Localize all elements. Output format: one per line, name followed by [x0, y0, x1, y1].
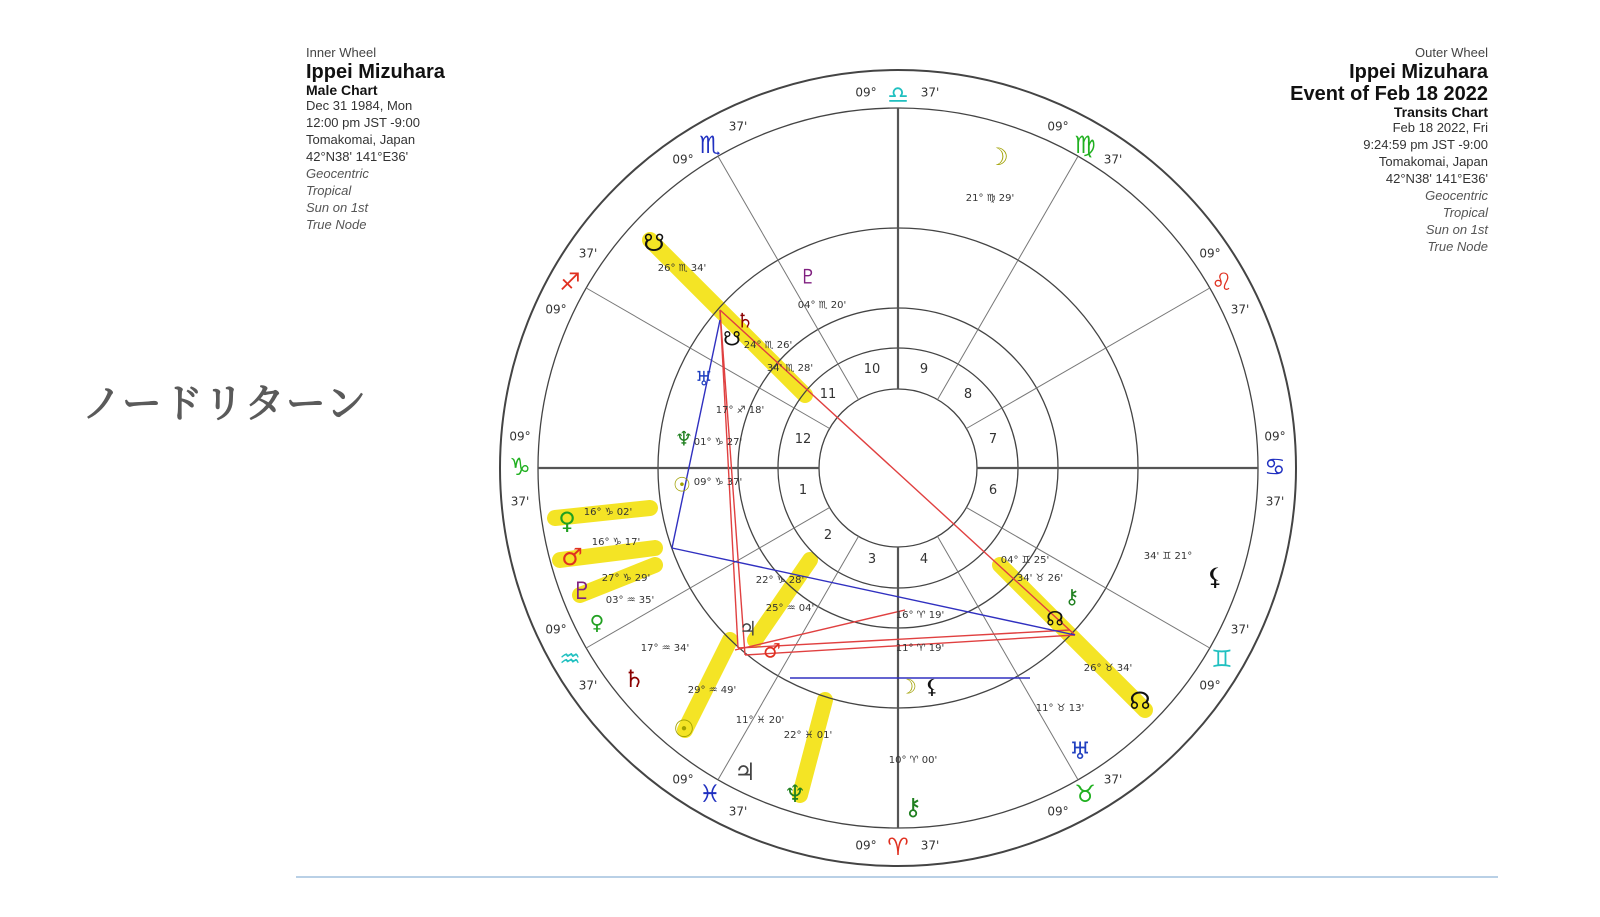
outer-planet-label: 16° ♑ 02'	[583, 507, 633, 518]
bottom-divider	[296, 876, 1498, 878]
outer-date: Feb 18 2022, Fri	[1392, 120, 1488, 135]
cusp-degree-label: 09°	[1264, 429, 1286, 444]
cusp-minute-label: 37'	[510, 494, 530, 509]
moon-icon: ☽	[899, 674, 917, 699]
sagittarius-icon: ♐	[559, 268, 581, 296]
neptune-icon: ♆	[784, 780, 806, 808]
outer-planet-label: 21° ♍ 29'	[965, 193, 1015, 204]
pluto-icon: ♇	[571, 577, 593, 605]
cusp-degree-label: 37'	[1230, 622, 1250, 637]
house-number: 3	[867, 552, 877, 567]
saturn-icon: ♄	[623, 665, 645, 693]
neptune-icon: ♆	[675, 426, 693, 451]
outer-time: 9:24:59 pm JST -9:00	[1363, 137, 1488, 152]
slide-title: ノードリターン	[82, 381, 367, 427]
inner-setting: Geocentric	[306, 166, 369, 181]
sun-icon: ☉	[673, 715, 695, 743]
cusp-degree-label: 09°	[855, 85, 877, 100]
venus-icon: ♀	[558, 507, 576, 535]
virgo-icon: ♍	[1074, 131, 1096, 159]
mars-icon: ♂	[561, 543, 583, 571]
cusp-minute-label: 37'	[1103, 152, 1123, 167]
aries-icon: ♈	[887, 833, 909, 861]
north-node-icon: ☊	[1129, 687, 1151, 715]
outer-setting: Sun on 1st	[1425, 222, 1488, 237]
south-node-icon: ☋	[643, 229, 665, 257]
taurus-icon: ♉	[1074, 780, 1096, 808]
cancer-icon: ♋	[1264, 453, 1286, 481]
north-node-icon: ☊	[1046, 606, 1064, 631]
scorpio-icon: ♏	[699, 131, 721, 159]
outer-coords: 42°N38' 141°E36'	[1385, 171, 1488, 186]
capricorn-icon: ♑	[509, 453, 531, 481]
aquarius-icon: ♒	[559, 645, 581, 673]
moon-icon: ☽	[987, 143, 1009, 171]
gemini-icon: ♊	[1211, 645, 1233, 673]
cusp-degree-label: 09°	[1199, 246, 1221, 261]
house-number: 2	[823, 528, 833, 543]
cusp-minute-label: 37'	[1230, 302, 1250, 317]
cusp-minute-label: 37'	[578, 678, 598, 693]
lilith-icon: ⚸	[1206, 563, 1224, 591]
venus-icon: ♀	[589, 610, 605, 635]
pluto-icon: ♇	[799, 264, 817, 289]
cusp-degree-label: 37'	[578, 246, 598, 261]
cusp-minute-label: 09°	[545, 302, 567, 317]
cusp-minute-label: 37'	[728, 804, 748, 819]
cusp-degree-label: 09°	[672, 772, 694, 787]
outer-setting: Geocentric	[1425, 188, 1488, 203]
outer-planet-label: 29° ♒ 49'	[687, 685, 737, 696]
outer-planet-label: 26° ♏ 34'	[657, 263, 707, 274]
jupiter-icon: ♃	[739, 616, 757, 641]
outer-planet-label: 16° ♑ 17'	[591, 537, 641, 548]
house-number: 12	[794, 432, 812, 447]
inner-setting: True Node	[306, 217, 367, 232]
chiron-icon: ⚷	[904, 793, 922, 821]
inner-planet-label: 34' ♉ 26'	[1016, 573, 1064, 584]
outer-planet-label: 26° ♉ 34'	[1083, 663, 1133, 674]
sun-icon: ☉	[673, 472, 691, 497]
cusp-degree-label: 09°	[545, 622, 567, 637]
outer-planet-label: 22° ♓ 01'	[783, 730, 833, 741]
inner-date: Dec 31 1984, Mon	[306, 98, 413, 113]
outer-place: Tomakomai, Japan	[1378, 154, 1488, 169]
chiron-icon: ⚷	[1064, 584, 1080, 609]
cusp-degree-label: 37'	[728, 119, 748, 134]
outer-planet-label: 11° ♉ 13'	[1035, 703, 1085, 714]
outer-setting: True Node	[1427, 239, 1488, 254]
lilith-icon: ⚸	[924, 674, 940, 699]
outer-planet-label: 34' ♊ 21°	[1143, 551, 1193, 562]
libra-icon: ♎	[887, 81, 909, 109]
inner-planet-label: 24° ♏ 26'	[743, 340, 793, 351]
inner-planet-label: 04° ♏ 20'	[797, 300, 847, 311]
mars-icon: ♂	[763, 638, 781, 663]
cusp-degree-label: 09°	[855, 838, 877, 853]
cusp-degree-label: 37'	[1103, 772, 1123, 787]
inner-planet-label: 17° ♐ 18'	[715, 405, 765, 416]
outer-planet-label: 10° ♈ 00'	[888, 755, 938, 766]
jupiter-icon: ♃	[734, 758, 756, 786]
leo-icon: ♌	[1211, 268, 1233, 296]
inner-planet-label: 22° ♑ 28'	[755, 575, 805, 586]
cusp-minute-label: 09°	[1047, 804, 1069, 819]
cusp-minute-label: 09°	[1199, 678, 1221, 693]
inner-planet-label: 11° ♈ 19'	[895, 643, 945, 654]
house-cusp-line	[963, 288, 1209, 429]
house-number: 10	[863, 362, 881, 377]
cusp-minute-label: 37'	[920, 838, 940, 853]
house-number: 6	[988, 483, 998, 498]
inner-coords: 42°N38' 141°E36'	[306, 149, 409, 164]
inner-planet-label: 09° ♑ 37'	[693, 477, 743, 488]
pisces-icon: ♓	[699, 780, 721, 808]
cusp-minute-label: 37'	[920, 85, 940, 100]
house-number: 7	[988, 432, 998, 447]
house-number: 9	[919, 362, 929, 377]
outer-setting: Tropical	[1442, 205, 1488, 220]
inner-setting: Tropical	[306, 183, 352, 198]
uranus-icon: ♅	[695, 366, 713, 391]
outer-planet-label: 11° ♓ 20'	[735, 715, 785, 726]
outer-event: Event of Feb 18 2022	[1290, 83, 1488, 105]
inner-name: Ippei Mizuhara	[306, 61, 445, 83]
cusp-degree-label: 09°	[509, 429, 531, 444]
outer-planet-label: 27° ♑ 29'	[601, 573, 651, 584]
inner-planet-label: 25° ♒ 04'	[765, 603, 815, 614]
south-node-icon: ☋	[723, 326, 741, 351]
inner-place: Tomakomai, Japan	[306, 132, 416, 147]
inner-planet-label: 04° ♊ 25'	[1000, 555, 1050, 566]
house-number: 8	[963, 387, 973, 402]
outer-planet-label: 17° ♒ 34'	[640, 643, 690, 654]
inner-planet-label: 16° ♈ 19'	[895, 610, 945, 621]
inner-caption: Inner Wheel	[306, 45, 377, 60]
outer-caption: Outer Wheel	[1415, 45, 1488, 60]
uranus-icon: ♅	[1069, 737, 1091, 765]
house-number: 11	[819, 387, 837, 402]
cusp-degree-label: 09°	[1047, 119, 1069, 134]
inner-setting: Sun on 1st	[306, 200, 369, 215]
cusp-minute-label: 37'	[1265, 494, 1285, 509]
saturn-icon: ♄	[736, 308, 754, 333]
inner-planet-label: 34' ♏ 28'	[766, 363, 814, 374]
inner-planet-label: 03° ♒ 35'	[605, 595, 655, 606]
inner-time: 12:00 pm JST -9:00	[306, 115, 420, 130]
outer-chart-type: Transits Chart	[1393, 104, 1488, 120]
inner-planet-label: 01° ♑ 27'	[693, 437, 743, 448]
outer-name: Ippei Mizuhara	[1349, 61, 1488, 83]
house-number: 4	[919, 552, 929, 567]
house-number: 1	[798, 483, 808, 498]
cusp-minute-label: 09°	[672, 152, 694, 167]
inner-chart-type: Male Chart	[306, 82, 378, 98]
